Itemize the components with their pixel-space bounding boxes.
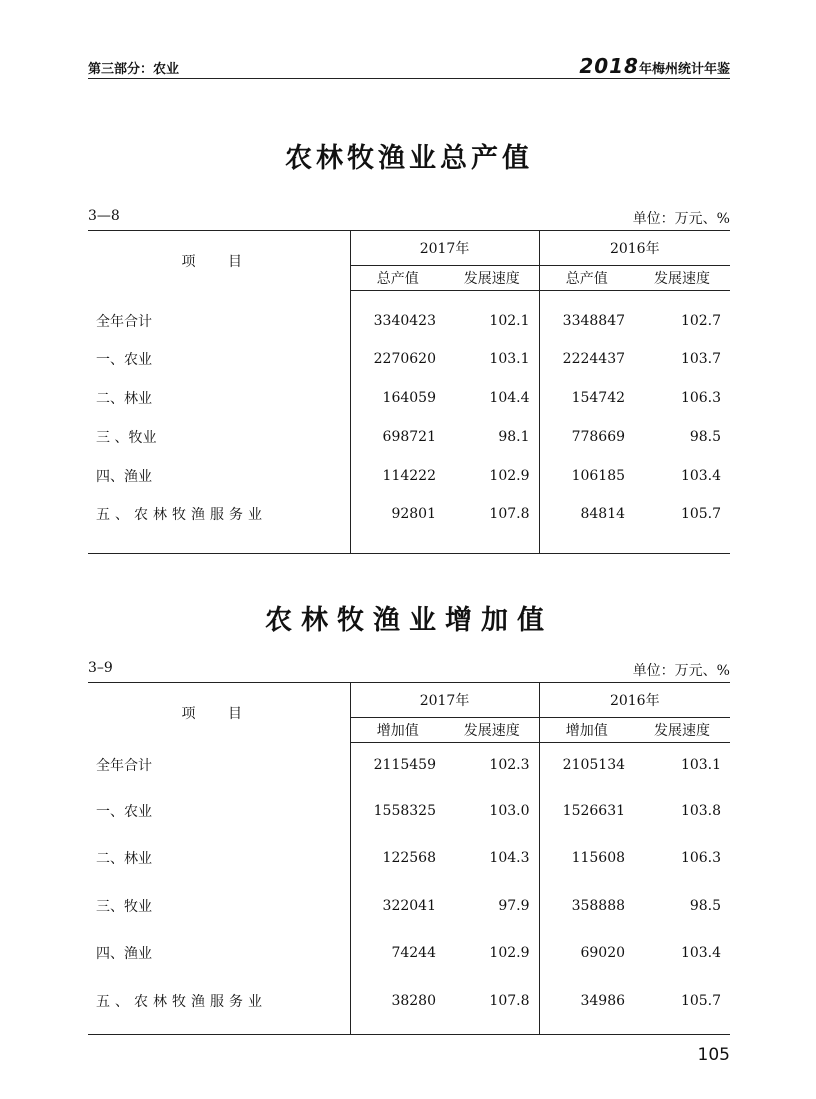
book-name: 年梅州统计年鉴	[638, 62, 730, 77]
row-label: 全年合计	[96, 757, 152, 774]
cell-speed-2017: 107.8	[445, 496, 539, 554]
value-header: 总产值	[350, 266, 445, 291]
table2-title: 农林牧渔业增加值	[265, 605, 553, 636]
header-rule	[88, 78, 730, 79]
cell-value-2017: 38280	[350, 977, 445, 1035]
book-year: 2018	[579, 54, 639, 78]
cell-value-2016: 778669	[539, 418, 634, 457]
table-row	[88, 882, 730, 930]
cell-value-2016: 154742	[539, 379, 634, 418]
cell-value-2016: 106185	[539, 457, 634, 496]
cell-value-2017: 1558325	[350, 787, 445, 835]
cell-value-2017: 122568	[350, 835, 445, 882]
table1	[88, 230, 730, 554]
table-row	[88, 418, 730, 457]
cell-speed-2016: 103.8	[680, 802, 722, 819]
cell-speed-2017: 102.1	[489, 313, 530, 330]
cell-value-2017: 2270620	[350, 340, 445, 379]
row-label: 二、林业	[96, 391, 152, 407]
table-row	[88, 291, 730, 340]
table-row	[88, 457, 730, 496]
cell-value-2017: 74244	[350, 930, 445, 977]
cell-speed-2016: 103.4	[680, 468, 722, 484]
cell-speed-2017: 107.8	[445, 977, 539, 1035]
table1-title: 农林牧渔业总产值	[285, 143, 533, 174]
speed-header: 发展速度	[445, 266, 539, 291]
row-label: 四、渔业	[96, 946, 152, 962]
cell-value-2017: 2115459	[350, 743, 445, 787]
cell-value-2017: 698721	[350, 418, 445, 457]
row-label: 全年合计	[96, 314, 152, 330]
cell-value-2016: 69020	[539, 930, 634, 977]
item-header: 项 目	[88, 231, 350, 291]
row-label: 一、农业	[96, 803, 152, 820]
year-2016-header: 2016年	[539, 231, 730, 266]
cell-speed-2017: 102.9	[489, 468, 530, 484]
cell-value-2016: 2224437	[539, 340, 634, 379]
cell-value-2017: 3340423	[350, 291, 445, 340]
cell-speed-2016: 106.3	[680, 390, 722, 406]
cell-speed-2016: 103.4	[680, 945, 722, 961]
cell-value-2016: 358888	[539, 882, 634, 930]
cell-value-2016: 1526631	[539, 787, 634, 835]
cell-speed-2016: 102.7	[680, 313, 722, 330]
running-header	[88, 56, 730, 76]
value-header: 增加值	[539, 718, 634, 743]
row-label: 三 、牧业	[96, 430, 157, 446]
cell-value-2016: 2105134	[539, 743, 634, 787]
table2-number: 3–9	[88, 660, 113, 676]
cell-value-2016: 115608	[539, 835, 634, 882]
cell-speed-2017: 104.3	[489, 850, 530, 866]
page-number: 105	[697, 1045, 730, 1065]
table-row	[88, 340, 730, 379]
cell-value-2016: 34986	[539, 977, 634, 1035]
book-title	[579, 54, 730, 78]
table2	[88, 682, 730, 1035]
value-header: 增加值	[350, 718, 445, 743]
cell-speed-2016: 106.3	[680, 850, 722, 866]
table-row	[88, 743, 730, 787]
section-label: 第三部分：农业	[88, 62, 180, 77]
cell-speed-2016: 105.7	[634, 977, 730, 1035]
year-2017-header: 2017年	[350, 231, 539, 266]
row-label: 一、农业	[96, 352, 152, 368]
speed-header: 发展速度	[634, 718, 730, 743]
row-label: 五、农林牧渔服务业	[88, 977, 350, 1035]
cell-value-2017: 114222	[350, 457, 445, 496]
cell-speed-2017: 97.9	[498, 897, 530, 914]
table-row	[88, 787, 730, 835]
speed-header: 发展速度	[634, 266, 730, 291]
table-row	[88, 835, 730, 882]
table1-number: 3—8	[88, 208, 120, 224]
value-header: 总产值	[539, 266, 634, 291]
cell-speed-2016: 105.7	[634, 496, 730, 554]
row-label: 三、牧业	[96, 898, 152, 915]
cell-speed-2017: 102.3	[489, 756, 530, 773]
table-row	[88, 977, 730, 1035]
cell-speed-2016: 103.7	[680, 351, 722, 367]
cell-value-2016: 84814	[539, 496, 634, 554]
table-row	[88, 930, 730, 977]
year-2017-header: 2017年	[350, 683, 539, 718]
cell-value-2016: 3348847	[539, 291, 634, 340]
cell-speed-2017: 104.4	[489, 390, 530, 406]
cell-speed-2017: 102.9	[489, 945, 530, 961]
cell-speed-2016: 98.5	[689, 429, 722, 445]
cell-value-2017: 322041	[350, 882, 445, 930]
cell-value-2017: 92801	[350, 496, 445, 554]
row-label: 四、渔业	[96, 469, 152, 485]
cell-speed-2017: 98.1	[498, 429, 530, 445]
row-label: 五、农林牧渔服务业	[88, 496, 350, 554]
item-header: 项 目	[88, 683, 350, 743]
cell-speed-2016: 103.1	[680, 756, 722, 773]
table-row	[88, 496, 730, 554]
row-label: 二、林业	[96, 851, 152, 867]
table2-unit: 单位：万元、%	[632, 663, 730, 679]
cell-speed-2017: 103.0	[489, 802, 530, 819]
cell-speed-2016: 98.5	[689, 897, 722, 914]
table-row	[88, 379, 730, 418]
cell-value-2017: 164059	[350, 379, 445, 418]
cell-speed-2017: 103.1	[489, 351, 530, 367]
table1-unit: 单位：万元、%	[632, 211, 730, 227]
year-2016-header: 2016年	[539, 683, 730, 718]
speed-header: 发展速度	[445, 718, 539, 743]
